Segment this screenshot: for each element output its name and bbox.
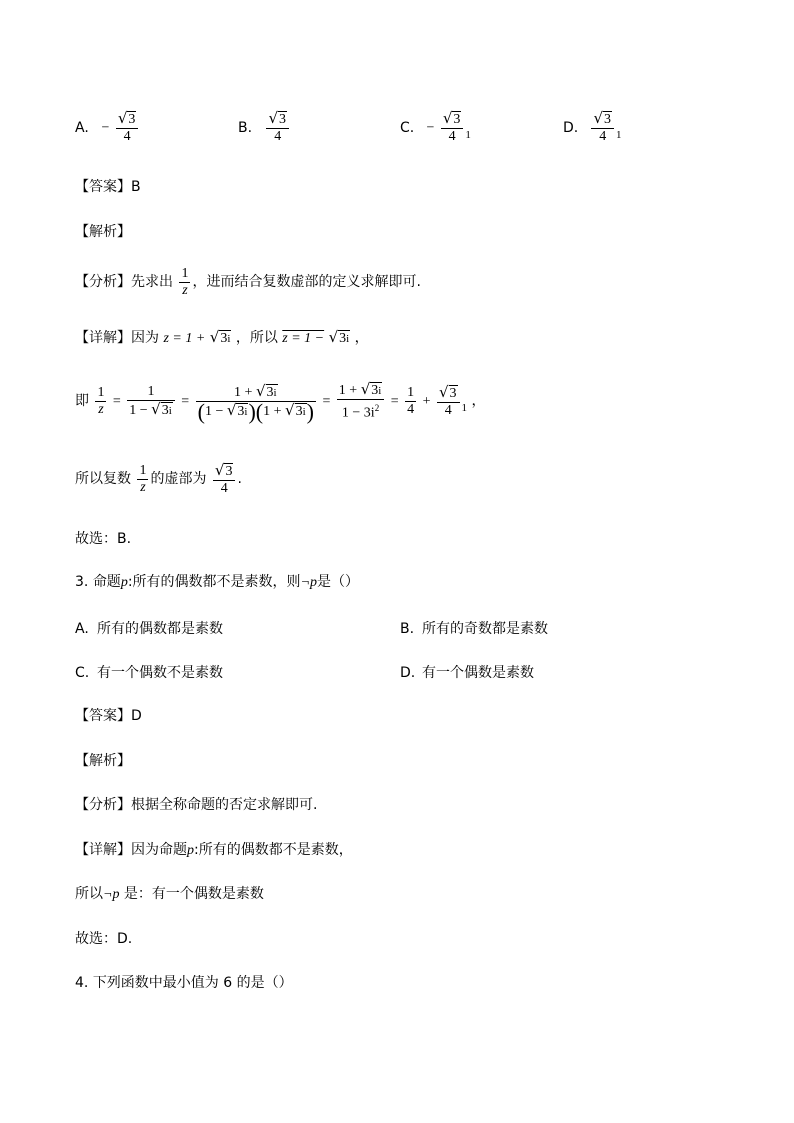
q3-choose: 故选：D. [75, 931, 133, 947]
q3-option-c: C. 有一个偶数不是素数 [75, 665, 223, 681]
fraction: $\frac{√3}{4}$ [116, 110, 139, 145]
q2-fenxi: 【分析】先求出 $\frac{1}{z}$ ，进而结合复数虚部的定义求解即可. [75, 265, 421, 298]
q3-detail: 【详解】因为命题p:所有的偶数都不是素数， [75, 842, 353, 858]
sqrt: √3i [328, 328, 350, 346]
q3-option-b: B. 所有的奇数都是素数 [400, 621, 548, 637]
q2-option-c: C. − $\frac{√3}{4}$ $_1$ [400, 109, 471, 144]
fraction: $\frac{1}{z}$ [97, 384, 105, 417]
q3-option-a: A. 所有的偶数都是素数 [75, 621, 223, 637]
q3-detail-conclusion: 所以¬p 是：有一个偶数是素数 [75, 886, 264, 902]
fraction: $\frac{1}{z}$ [181, 265, 189, 298]
q2-answer: 【答案】B [75, 179, 141, 195]
q2-detail-equation: 即 $\frac{1}{z}$ = $\frac{1}{1 - √3i}$ = $\frac{1 + √3i}{(1 - √3i)(1 + √3i)}$ = $\frac{1 + √3i}{1 - 3i^2}$ = $\frac{1}{4}$ + $\frac{√3}{4}$ $_1$ ， [75, 379, 486, 424]
fraction: $\frac{√3}{4}$ [441, 110, 464, 145]
fraction: $\frac{1 + √3i}{1 - 3i^2}$ [337, 381, 385, 422]
fraction: $\frac{√3}{4}$ [266, 110, 289, 145]
q2-conclusion: 所以复数 $\frac{1}{z}$ 的虚部为 $\frac{√3}{4}$ . [75, 460, 242, 496]
q2-option-a: A. − $\frac{√3}{4}$ [75, 110, 140, 145]
q2-analysis-heading: 【解析】 [75, 224, 131, 240]
fraction: $\frac{√3}{4}$ [437, 384, 460, 419]
fraction: $\frac{1}{4}$ [407, 384, 415, 417]
fraction: $\frac{1}{1 - √3i}$ [127, 384, 175, 419]
fraction: $\frac{1 + √3i}{(1 - √3i)(1 + √3i)}$ [197, 381, 314, 424]
q2-option-b: B. $\frac{√3}{4}$ [238, 110, 291, 145]
q3-answer: 【答案】D [75, 708, 142, 724]
fraction: $\frac{√3}{4}$ [591, 110, 614, 145]
q3-analysis-heading: 【解析】 [75, 753, 131, 769]
q3-option-d: D. 有一个偶数是素数 [400, 665, 534, 681]
q2-detail-line1: 【详解】因为 z = 1 + √3i ，所以 z = 1 − √3i ， [75, 327, 369, 349]
fraction: $\frac{√3}{4}$ [213, 462, 236, 497]
q2-option-d: D. $\frac{√3}{4}$ $_1$ [563, 109, 622, 144]
q4-stem: 4. 下列函数中最小值为 6 的是（） [75, 975, 293, 991]
q2-choose: 故选：B. [75, 531, 132, 547]
fraction: $\frac{1}{z}$ [139, 462, 147, 495]
q3-fenxi: 【分析】根据全称命题的否定求解即可. [75, 797, 318, 813]
sqrt: √3i [209, 328, 231, 346]
q3-stem: 3. 命题p:所有的偶数都不是素数，则¬p是（） [75, 574, 359, 590]
